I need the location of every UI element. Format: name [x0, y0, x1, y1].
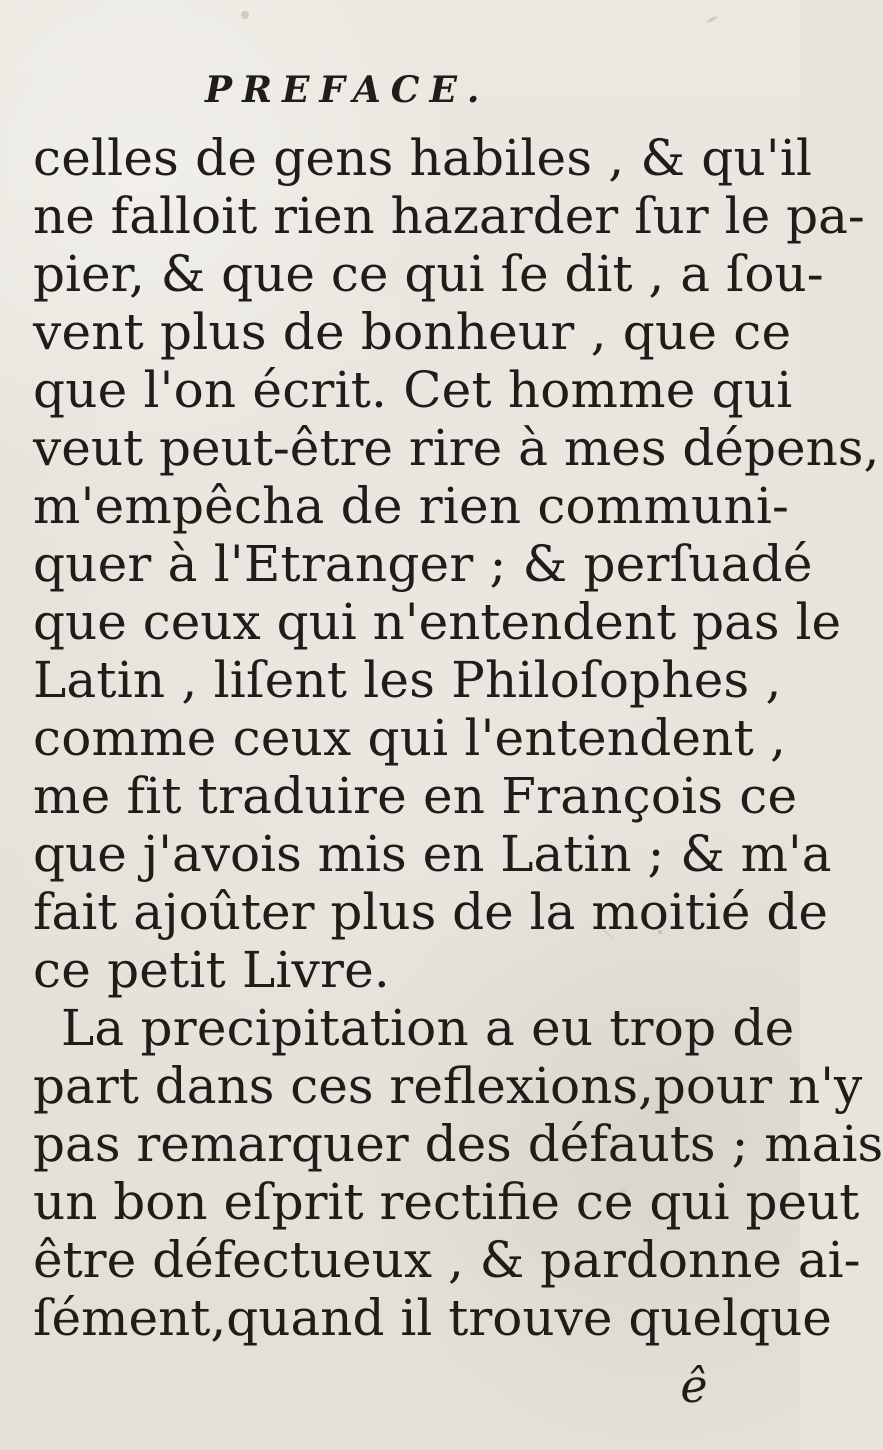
- page-header: PREFACE.: [205, 69, 490, 111]
- text-line-2: ne falloit rien hazarder ſur le pa-: [33, 187, 865, 245]
- text-line-8: quer à l'Etranger ; & perſuadé: [33, 535, 813, 593]
- text-line-1: celles de gens habiles , & qu'il: [33, 129, 813, 187]
- text-line-19: un bon eſprit rectifie ce qui peut: [33, 1173, 860, 1231]
- text-line-7: m'empêcha de rien communi-: [33, 477, 790, 535]
- text-line-14: fait ajoûter plus de la moitié de: [33, 883, 828, 941]
- text-line-21: ſément,quand il trouve quelque: [33, 1289, 832, 1347]
- paper-speck: [241, 11, 249, 19]
- text-line-17: part dans ces reflexions,pour n'y: [33, 1057, 863, 1115]
- text-line-13: que j'avois mis en Latin ; & m'a: [33, 825, 832, 883]
- text-line-11: comme ceux qui l'entendent ,: [33, 709, 787, 767]
- text-line-18: pas remarquer des défauts ; mais: [33, 1115, 883, 1173]
- body-text: [33, 128, 883, 1358]
- text-line-6: veut peut-être rire à mes dépens,: [33, 419, 880, 477]
- text-line-10: Latin , liſent les Philoſophes ,: [33, 651, 782, 709]
- text-line-15: ce petit Livre.: [33, 941, 390, 999]
- text-line-20: être défectueux , & pardonne ai-: [33, 1231, 861, 1289]
- paper-speck: [706, 15, 718, 24]
- text-line-9: que ceux qui n'entendent pas le: [33, 593, 842, 651]
- text-line-5: que l'on écrit. Cet homme qui: [33, 361, 793, 419]
- text-line-16: La precipitation a eu trop de: [61, 999, 795, 1057]
- text-line-12: me fit traduire en François ce: [33, 767, 798, 825]
- text-line-4: vent plus de bonheur , que ce: [33, 303, 792, 361]
- text-line-3: pier, & que ce qui ſe dit , a ſou-: [33, 245, 824, 303]
- catchword: ê: [680, 1359, 708, 1413]
